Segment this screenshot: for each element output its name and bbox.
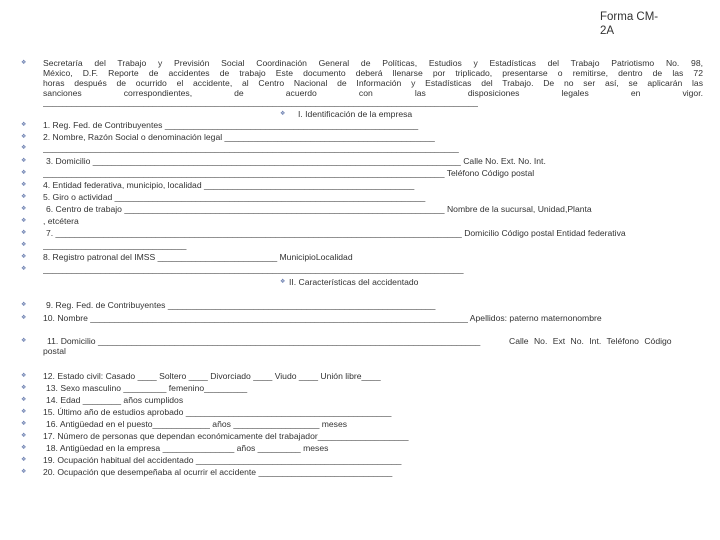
field-antiguedad-puesto[interactable]: 16. Antigüedad en el puesto____________ años __________________ meses (46, 419, 348, 429)
field-estudios[interactable]: 15. Último año de estudios aprobado ___________________________________________ (43, 407, 392, 417)
field-nombre[interactable]: 10. Nombre _______________________________________________________________________________ Apellidos: paterno maternonombre (43, 313, 602, 323)
field-entidad[interactable]: 4. Entidad federativa, municipio, localidad ____________________________________________ (43, 180, 415, 190)
bullet-icon: ❖ (21, 433, 27, 439)
field-estado-civil[interactable]: 12. Estado civil: Casado ____ Soltero ____ Divorciado ____ Viudo ____ Unión libre____ (43, 371, 381, 381)
field-domicilio-empresa[interactable]: 3. Domicilio _____________________________________________________________________________ Calle No. Ext. No. Int. (46, 156, 546, 166)
field-centro-trabajo[interactable]: 6. Centro de trabajo ___________________________________________________________________ Nombre de la sucursal, Unidad,Planta (46, 204, 592, 214)
field-dependientes[interactable]: 17. Número de personas que dependan económicamente del trabajador___________________ (43, 431, 409, 441)
field-giro[interactable]: 5. Giro o actividad _________________________________________________________________ (43, 192, 426, 202)
bullet-icon: ❖ (21, 302, 27, 308)
bullet-icon: ❖ (21, 373, 27, 379)
field-centro-cont: , etcétera (43, 216, 79, 226)
bullet-icon: ❖ (21, 182, 27, 188)
intro-line: Secretaría del Trabajo y Previsión Social Coordinación General de Políticas, Estudios y Estadísticas del Trabajo Patriotismo No. 98, (43, 58, 703, 68)
bullet-icon: ❖ (280, 111, 286, 117)
field-ocupacion-habitual[interactable]: 19. Ocupación habitual del accidentado ___________________________________________ (43, 455, 402, 465)
form-id: Forma CM- 2A (600, 11, 659, 37)
field-imss[interactable]: 8. Registro patronal del IMSS _________________________ MunicipioLocalidad (43, 252, 353, 262)
field-rfc-accidentado[interactable]: 9. Reg. Fed. de Contribuyentes ________________________________________________________ (46, 300, 436, 310)
field-blank-line[interactable]: _______________________________________________________________________________________ (43, 143, 459, 153)
bullet-icon: ❖ (280, 279, 286, 285)
field-domicilio-cont[interactable]: ____________________________________________________________________________________ Teléfono Código postal (43, 168, 535, 178)
section2-title: II. Características del accidentado (289, 277, 419, 287)
bullet-icon: ❖ (21, 60, 27, 66)
bullet-icon: ❖ (21, 469, 27, 475)
bullet-icon: ❖ (21, 254, 27, 260)
field-ocupacion-accidente[interactable]: 20. Ocupación que desempeñaba al ocurrir el accidente ____________________________ (43, 467, 393, 477)
field-razon-social[interactable]: 2. Nombre, Razón Social o denominación legal ____________________________________________ (43, 132, 435, 142)
field-domicilio-labels-cont: postal (43, 346, 66, 356)
section1-title: I. Identificación de la empresa (298, 109, 413, 119)
field-sexo[interactable]: 13. Sexo masculino _________ femenino_________ (46, 383, 248, 393)
bullet-icon: ❖ (21, 158, 27, 164)
intro-line: ___________________________________________________________________________________________ (43, 97, 478, 107)
bullet-icon: ❖ (21, 122, 27, 128)
bullet-icon: ❖ (21, 421, 27, 427)
bullet-icon: ❖ (21, 409, 27, 415)
bullet-icon: ❖ (21, 145, 27, 151)
bullet-icon: ❖ (21, 445, 27, 451)
intro-line: sanciones correspondientes, de acuerdo con las disposiciones legales en vigor. (43, 88, 703, 98)
bullet-icon: ❖ (21, 230, 27, 236)
field-blank-line[interactable]: ________________________________________________________________________________________ (43, 264, 464, 274)
bullet-icon: ❖ (21, 206, 27, 212)
bullet-icon: ❖ (21, 338, 27, 344)
bullet-icon: ❖ (21, 134, 27, 140)
bullet-icon: ❖ (21, 266, 27, 272)
bullet-icon: ❖ (21, 385, 27, 391)
field-blank-line[interactable]: ______________________________ (43, 240, 187, 250)
bullet-icon: ❖ (21, 170, 27, 176)
field-edad[interactable]: 14. Edad ________ años cumplidos (46, 395, 184, 405)
field-domicilio-labels: Calle No. Ext No. Int. Teléfono Código (509, 336, 672, 346)
bullet-icon: ❖ (21, 242, 27, 248)
intro-line: horas después de ocurrido el accidente, al Centro Nacional de Información y Estadísticas del Trabajo. De no ser así, se aplicarán las (43, 78, 703, 88)
field-domicilio-accidentado[interactable]: 11. Domicilio ________________________________________________________________________________ (47, 336, 481, 346)
bullet-icon: ❖ (21, 218, 27, 224)
bullet-icon: ❖ (21, 315, 27, 321)
bullet-icon: ❖ (21, 457, 27, 463)
field-antiguedad-empresa[interactable]: 18. Antigüedad en la empresa _______________ años _________ meses (46, 443, 329, 453)
bullet-icon: ❖ (21, 397, 27, 403)
intro-line: México, D.F. Reporte de accidentes de trabajo Este documento deberá llenarse por triplicado, presentarse o remitirse, dentro de las 72 (43, 68, 703, 78)
bullet-icon: ❖ (21, 194, 27, 200)
field-rfc-empresa[interactable]: 1. Reg. Fed. de Contribuyentes _____________________________________________________ (43, 120, 419, 130)
field-domicilio-7[interactable]: 7. _____________________________________________________________________________________ Domicilio Código postal Entidad federativa (46, 228, 626, 238)
